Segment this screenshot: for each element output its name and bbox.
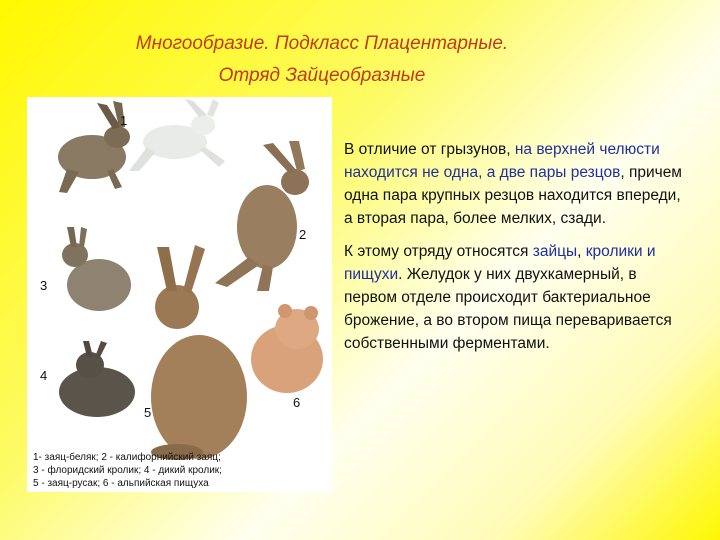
paragraph-2-separator: , bbox=[577, 243, 586, 260]
paragraph-2-text: К этому отряду относятся bbox=[344, 243, 533, 260]
highlight-rabbits-pikas: кролики и пищухи bbox=[344, 243, 656, 283]
body-text bbox=[344, 138, 689, 365]
rabbit-3-drawing bbox=[62, 227, 131, 311]
paragraph-1-rest: , причем одна пара крупных резцов находится впереди, а вторая пара, более мелких, сзади. bbox=[344, 164, 682, 227]
caption-line-2: 3 - флоридский кролик; 4 - дикий кролик; bbox=[33, 465, 222, 476]
slide-title bbox=[0, 28, 720, 92]
caption-line-3: 5 - заяц-русак; 6 - альпийская пищуха bbox=[33, 478, 209, 489]
paragraph-1-highlight: на верхней челюсти находится не одна, а две пары резцов bbox=[344, 141, 660, 181]
caption-line-1: 1- заяц-беляк; 2 - калифорнийский заяц; bbox=[33, 452, 221, 463]
lagomorph-illustration bbox=[27, 97, 332, 492]
figure-number-4: 4 bbox=[40, 368, 48, 383]
figure-number-6: 6 bbox=[293, 395, 301, 410]
rabbit-4-drawing bbox=[59, 341, 135, 417]
paragraph-1-text: В отличие от грызунов, bbox=[344, 141, 515, 158]
hare-2-drawing bbox=[215, 141, 309, 291]
animal-drawings bbox=[27, 97, 332, 492]
figure-number-2: 2 bbox=[299, 227, 307, 242]
figure-number-5: 5 bbox=[144, 405, 152, 420]
paragraph-order-members bbox=[344, 240, 689, 355]
figure-caption bbox=[33, 451, 323, 490]
figure-number-3: 3 bbox=[40, 278, 48, 293]
paragraph-incisors bbox=[344, 138, 689, 230]
paragraph-2-rest: . Желудок у них двухкамерный, в первом отделе происходит бактериальное брожение, а во втором пища переваривается собственными ферментами. bbox=[344, 266, 672, 352]
title-line-2: Отряд Зайцеобразные bbox=[218, 65, 426, 86]
highlight-hares: зайцы bbox=[532, 243, 578, 260]
figure-number-1: 1 bbox=[120, 113, 128, 128]
hare-white-drawing bbox=[129, 99, 225, 171]
title-line-1: Многообразие. Подкласс Плацентарные. bbox=[135, 33, 509, 54]
pika-6-drawing bbox=[251, 304, 323, 393]
